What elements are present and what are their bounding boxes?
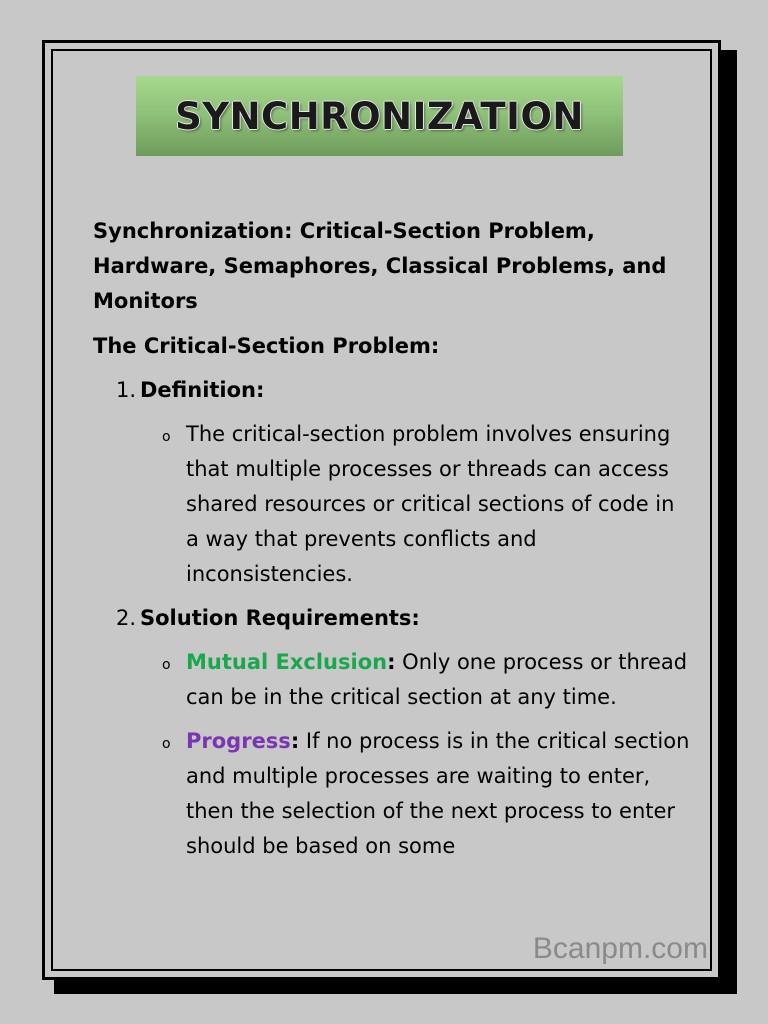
item-number: 1. [116, 378, 137, 402]
term-progress: Progress [186, 729, 291, 753]
bullet-text: Only one process or thread can be in the critical section at any time. [186, 650, 688, 709]
bullet-circle-icon: o [162, 429, 171, 445]
bullet-mutual-exclusion [162, 645, 693, 715]
term-colon: : [387, 650, 396, 674]
bullet-text: The critical-section problem involves ensuring that multiple processes or threads can access shared resources or critical sections of code in a way that prevents conflicts and inconsistencies. [186, 422, 675, 586]
numbered-item-definition [116, 373, 693, 408]
bullet-definition [162, 417, 693, 592]
bullet-circle-icon: o [162, 736, 171, 752]
section-title: The Critical-Section Problem: [93, 334, 440, 358]
title-banner [136, 76, 623, 156]
bullet-text: If no process is in the critical section and multiple processes are waiting to enter, then the selection of the next process to enter should be based on some [186, 729, 690, 858]
watermark: Bcanpm.com [532, 932, 708, 965]
item-label: Solution Requirements: [140, 606, 420, 630]
item-label: Definition: [140, 378, 265, 402]
document-heading: Synchronization: Critical-Section Problem, Hardware, Semaphores, Classical Problems, and Monitors [93, 219, 667, 313]
banner-title: SYNCHRONIZATION [175, 94, 584, 138]
numbered-item-solution-requirements [116, 601, 693, 636]
document-body [93, 214, 693, 864]
bullet-circle-icon: o [162, 657, 171, 673]
bullet-progress [162, 724, 693, 864]
term-mutual-exclusion: Mutual Exclusion [186, 650, 388, 674]
term-colon: : [290, 729, 300, 753]
item-number: 2. [116, 606, 137, 630]
